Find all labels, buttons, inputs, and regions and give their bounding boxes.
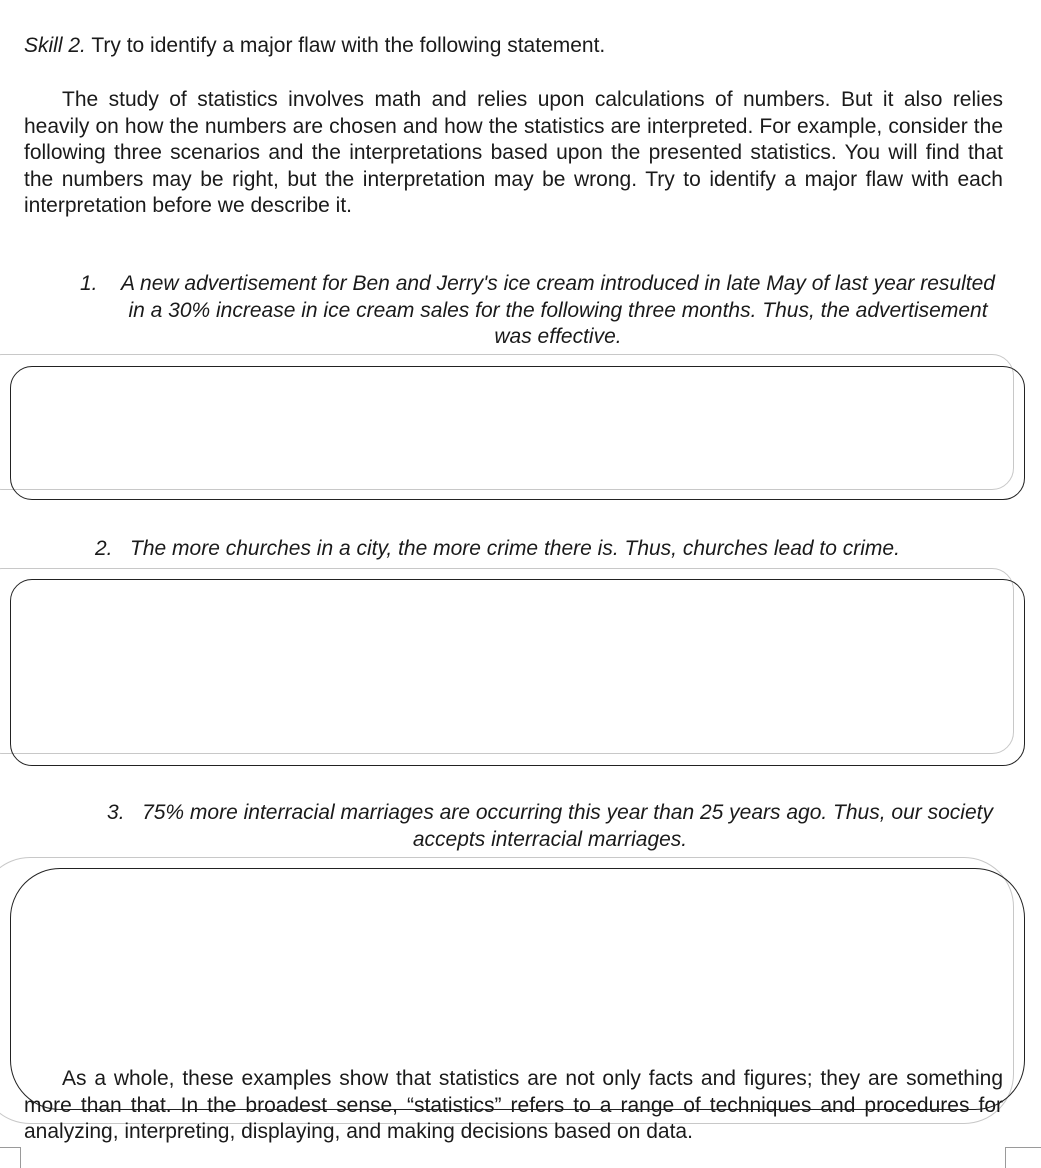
skill-instruction: Try to identify a major flaw with the following statement. [85, 34, 606, 57]
page-corner-mark-left [20, 1147, 21, 1168]
scenario-2 [95, 536, 900, 563]
scenario-2-text: The more churches in a city, the more crime there is. Thus, churches lead to crime. [130, 537, 900, 560]
scenario-3-number: 3. [107, 801, 125, 824]
answer-box-1[interactable] [10, 366, 1025, 500]
scenario-1-number: 1. [80, 272, 98, 295]
skill-heading [24, 33, 605, 59]
scenario-3 [90, 800, 1010, 853]
page-corner-mark-right-horizontal [1005, 1147, 1041, 1148]
skill-label: Skill 2. [24, 34, 86, 57]
scenario-2-number: 2. [95, 537, 113, 560]
summary-paragraph: As a whole, these examples show that statistics are not only facts and figures; they are something more than that. In the broadest sense, “statistics” refers to a range of techniques and procedures for analyzing, interpreting, displaying, and making decisions based on data. [24, 1067, 1003, 1143]
scenario-1 [80, 271, 1000, 351]
page-corner-mark-left-horizontal [0, 1147, 20, 1148]
page-corner-mark-right [1005, 1147, 1006, 1168]
scenario-3-text: 75% more interracial marriages are occurring this year than 25 years ago. Thus, our society accepts interracial marriages. [142, 801, 993, 851]
intro-paragraph: The study of statistics involves math and relies upon calculations of numbers. But it also relies heavily on how the numbers are chosen and how the statistics are interpreted. For example, consider the following three scenarios and the interpretations based upon the presented statistics. You will find that the numbers may be right, but the interpretation may be wrong. Try to identify a major flaw with each interpretation before we describe it. [24, 88, 1003, 218]
answer-box-2[interactable] [10, 579, 1025, 766]
scenario-1-text: A new advertisement for Ben and Jerry's ice cream introduced in late May of last year resulted in a 30% increase in ice cream sales for the following three months. Thus, the advertisement was effective. [121, 272, 995, 348]
